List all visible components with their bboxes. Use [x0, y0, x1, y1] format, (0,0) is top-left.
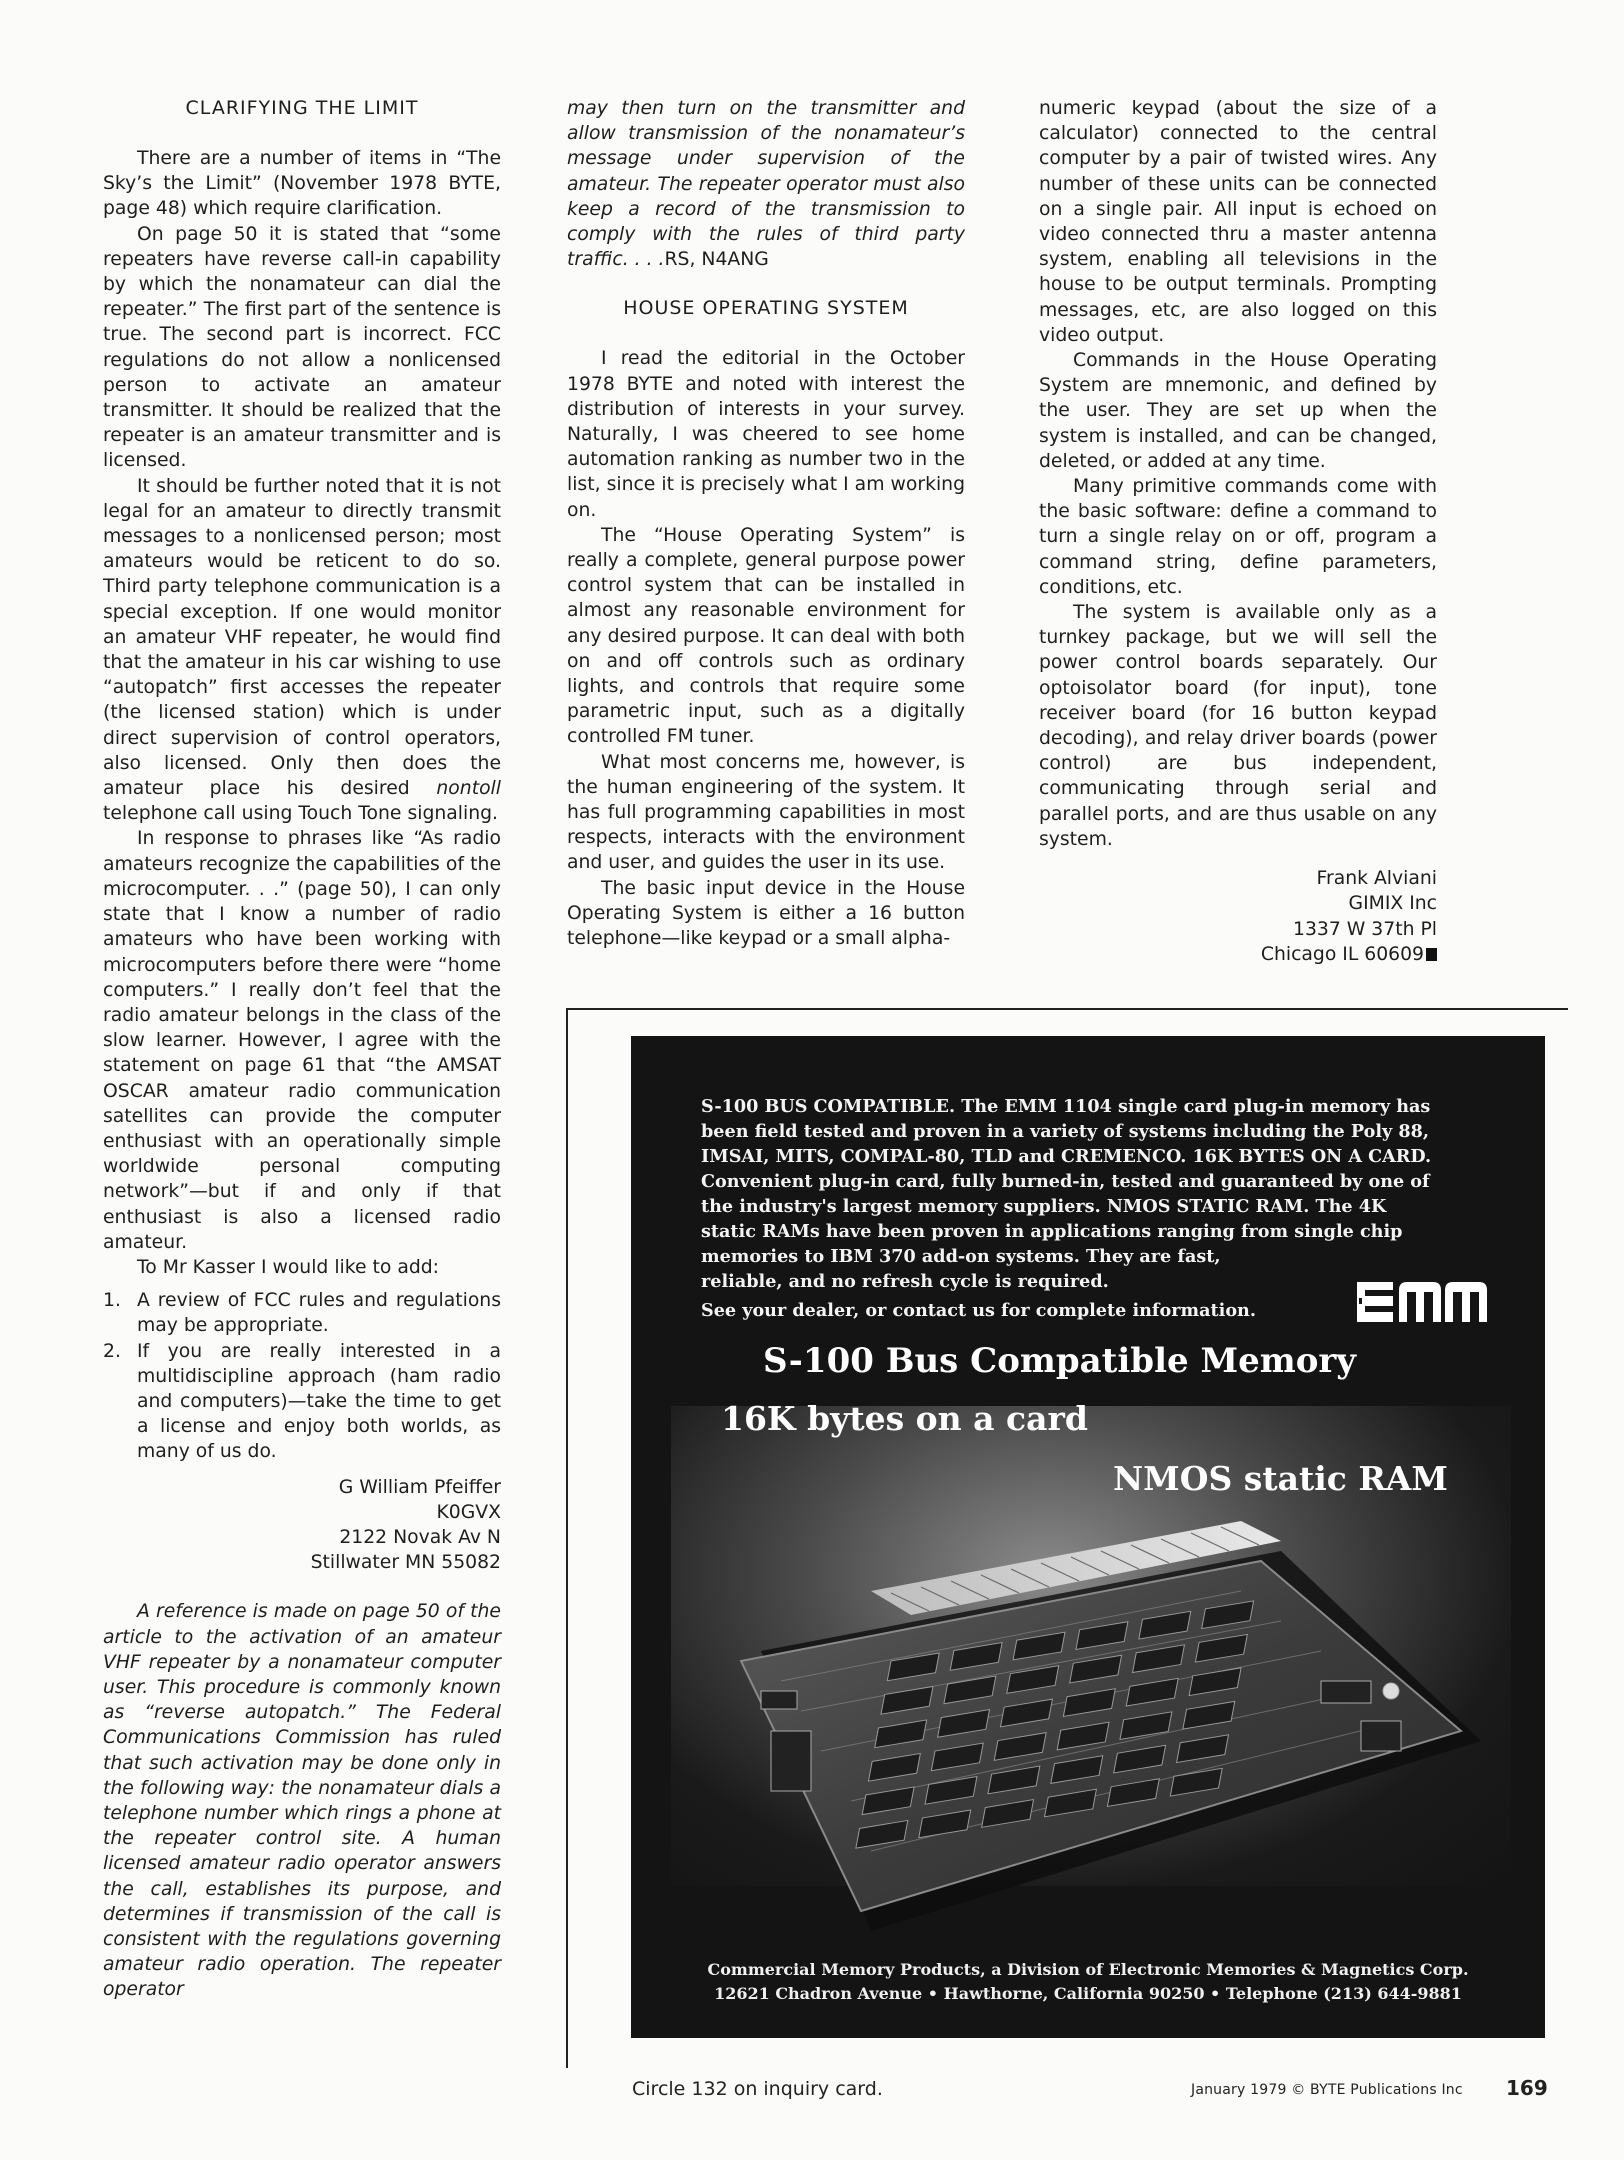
clarifying-limit-heading: CLARIFYING THE LIMIT [185, 97, 419, 119]
publication-credit: January 1979 © BYTE Publications Inc [1191, 2082, 1463, 2098]
list-text: A review of FCC rules and regulations may be appropriate. [137, 1290, 501, 1337]
left-paragraph-tail: telephone call using Touch Tone signaling. [103, 803, 499, 825]
left-column [103, 96, 501, 2003]
ad-body-line: the industry's largest memory suppliers. NMOS STATIC RAM. The 4K [701, 1196, 1387, 1217]
left-paragraph: On page 50 it is stated that “some repeaters have reverse call-in capability by which the nonamateur can dial the repeater.” The first part of the sentence is true. The second part is incorrect. FCC regulations do not allow a nonlicensed person to activate an amateur transmitter. It should be realized that the repeater is an amateur transmitter and is licensed. [103, 223, 501, 472]
editor-note-text: may then turn on the transmitter and allow transmission of the nonamateur’s message under supervision of the amateur. The repeater operator must also keep a record of the transmission to comply with the rules of third party traffic. . . . [567, 98, 965, 271]
signature-line: G William Pfeiffer [338, 1476, 501, 1498]
ad-headline-2: 16K bytes on a card [721, 1399, 1088, 1438]
signature-line: 2122 Novak Av N [339, 1526, 501, 1548]
signature-line: Frank Alviani [1316, 868, 1437, 890]
signature-line: K0GVX [436, 1501, 501, 1523]
ad-body-line: memories to IBM 370 add-on systems. They are fast, [701, 1246, 1221, 1267]
editor-note-continued [567, 96, 965, 272]
right-paragraph: Many primitive commands come with the basic software: define a command to turn a single relay on or off, program a command string, define parameters, conditions, etc. [1039, 476, 1437, 598]
list-number: 1. [103, 1290, 121, 1312]
ad-headline-3: NMOS static RAM [1113, 1459, 1448, 1498]
middle-paragraph: The basic input device in the House Operating System is either a 16 button telephone—like keypad or a small alpha- [567, 877, 965, 950]
middle-paragraph: The “House Operating System” is really a complete, general purpose power control system that can be installed in almost any reasonable environment for any desired purpose. It can deal with both on and off controls such as ordinary lights, and controls that require some parametric input, such as a digitally controlled FM tuner. [567, 524, 965, 748]
end-mark-icon [1426, 948, 1437, 961]
left-paragraph-text: It should be further noted that it is not legal for an amateur to directly transmit messages to a nonlicensed person; most amateurs would be reticent to do so. Third party telephone communication is a special exception. If one would monitor an amateur VHF repeater, he would find that the amateur in his car wishing to use “autopatch” first accesses the repeater (the licensed station) which is under direct supervision of control operators, also licensed. Only then does the amateur place his desired [103, 475, 501, 800]
left-paragraph: In response to phrases like “As radio amateurs recognize the capabilities of the microcomputer. . .” (page 50), I can only state that I know a number of radio amateurs who have been working with microcomputers before there were “home computers.” I really don’t feel that the radio amateur belongs in the class of the slow learner. However, I agree with the statement on page 61 that “the AMSAT OSCAR amateur radio communication satellites can provide the computer enthusiast with an operationally simple worldwide personal computing network”—but if and only if that enthusiast is also a licensed radio amateur. [103, 828, 501, 1253]
left-paragraph: To Mr Kasser I would like to add: [137, 1256, 439, 1278]
emm-logo [1357, 1280, 1487, 1324]
signature-line: 1337 W 37th Pl [1293, 918, 1437, 940]
ad-body-line: See your dealer, or contact us for complete information. [701, 1300, 1256, 1321]
ad-footer [671, 1958, 1505, 2006]
editor-note-signature: RS, N4ANG [664, 249, 769, 271]
ad-body-line: static RAMs have been proven in applications ranging from single chip [701, 1221, 1403, 1242]
nontoll-word: nontoll [436, 778, 501, 800]
ad-body-line: IMSAI, MITS, COMPAL-80, TLD and CREMENCO. 16K BYTES ON A CARD. [701, 1146, 1432, 1167]
suggestion-list [103, 1288, 501, 1464]
middle-column [567, 96, 965, 951]
house-os-heading: HOUSE OPERATING SYSTEM [623, 297, 909, 320]
right-paragraph: The system is available only as a turnkey package, but we will sell the power control boards separately. Our optoisolator board (for input), tone receiver board (for 16 button keypad decoding), and relay driver boards (power control) are bus independent, communicating through serial and parallel ports, and are thus usable on any system. [1039, 602, 1437, 850]
ad-footer-line: Commercial Memory Products, a Division of Electronic Memories & Magnetics Corp. [707, 1960, 1469, 1979]
signature-line: GIMIX Inc [1348, 893, 1437, 915]
emm-advertisement [631, 1036, 1545, 2038]
alviani-signature [1039, 866, 1437, 967]
middle-paragraph: What most concerns me, however, is the human engineering of the system. It has full programming capabilities in most respects, interacts with the environment and user, and guides the user in its use. [567, 751, 965, 874]
signature-text: Chicago IL 60609 [1260, 943, 1424, 965]
page-number: 169 [1506, 2076, 1548, 2100]
middle-paragraph: I read the editorial in the October 1978 BYTE and noted with interest the distribution of interests in your survey. Naturally, I was cheered to see home automation ranking as number two in the list, since it is precisely what I am working on. [567, 348, 965, 521]
signature-line [1039, 942, 1437, 967]
ad-headline-1: S-100 Bus Compatible Memory [763, 1341, 1357, 1381]
list-number: 2. [103, 1340, 121, 1362]
list-item [103, 1339, 501, 1465]
ad-body-line: been field tested and proven in a variety of systems including the Poly 88, [701, 1121, 1429, 1142]
right-paragraph: Commands in the House Operating System are mnemonic, and defined by the user. They are set up when the system is installed, and can be changed, deleted, or added at any time. [1039, 350, 1437, 472]
left-paragraph [103, 474, 501, 827]
inquiry-note: Circle 132 on inquiry card. [632, 2078, 883, 2100]
ad-footer-line: 12621 Chadron Avenue • Hawthorne, California 90250 • Telephone (213) 644-9881 [714, 1984, 1462, 2003]
pfeiffer-signature [103, 1475, 501, 1576]
left-paragraph: There are a number of items in “The Sky’s the Limit” (November 1978 BYTE, page 48) which require clarification. [103, 148, 501, 220]
ad-body-line: Convenient plug-in card, fully burned-in, tested and guaranteed by one of [701, 1171, 1430, 1192]
editor-note: A reference is made on page 50 of the article to the activation of an amateur VHF repeater by a nonamateur computer user. This procedure is commonly known as “reverse autopatch.” The Federal Communications Commission has ruled that such activation may be done only in the following way: the nonamateur dials a telephone number which rings a phone at the repeater control site. A human licensed amateur radio operator answers the call, establishes its purpose, and determines if transmission of the call is consistent with the regulations governing amateur radio operation. The repeater operator [103, 1601, 501, 2001]
right-column [1039, 96, 1437, 967]
right-paragraph: numeric keypad (about the size of a calculator) connected to the central computer by a pair of twisted wires. Any number of these units can be connected on a single pair. All input is echoed on video connected thru a master antenna system, enabling all televisions in the house to be output terminals. Prompting messages, etc, are also logged on this video output. [1039, 98, 1437, 346]
ad-body-line: reliable, and no refresh cycle is required. [701, 1271, 1109, 1292]
ad-body-line: S-100 BUS COMPATIBLE. The EMM 1104 single card plug-in memory has [701, 1096, 1431, 1117]
list-text: If you are really interested in a multidiscipline approach (ham radio and computers)—take the time to get a license and enjoy both worlds, as many of us do. [137, 1340, 501, 1463]
signature-line: Stillwater MN 55082 [310, 1552, 501, 1574]
list-item [103, 1288, 501, 1338]
memory-board-photo [721, 1511, 1481, 1931]
